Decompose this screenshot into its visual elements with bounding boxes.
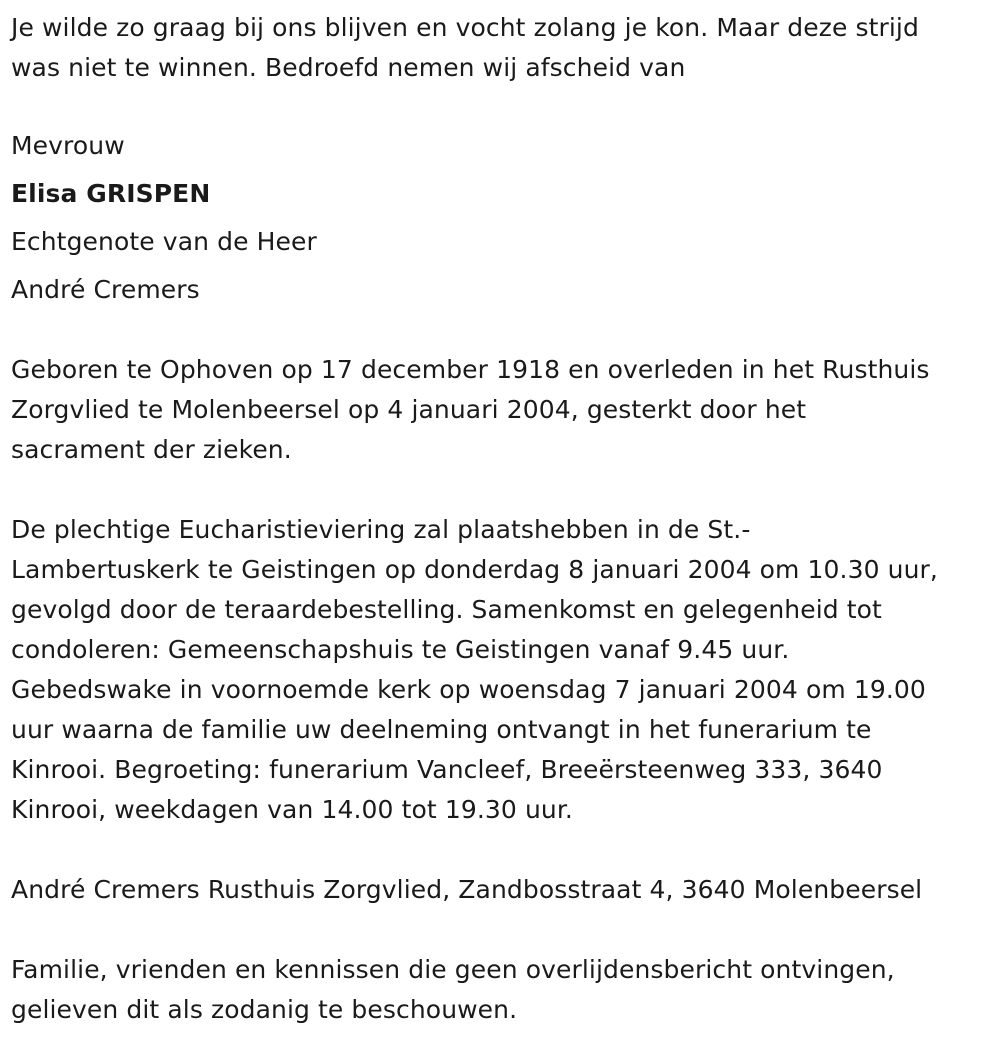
person-block (11, 122, 996, 314)
ceremony-paragraph: De plechtige Eucharistieviering zal plaatshebben in de St.- Lambertuskerk te Geistingen op donderdag 8 januari 2004 om 10.30 uur, gevolgd door de teraardebestelling. Samenkomst en gelegenheid tot condoleren: Gemeenschapshuis te Geistingen vanaf 9.45 uur. Gebedswake in voornoemde kerk op woensdag 7 januari 2004 om 19.00 uur waarna de familie uw deelneming ontvangt in het funerarium te Kinrooi. Begroeting: funerarium Vancleef, Breeërsteenweg 333, 3640 Kinrooi, weekdagen van 14.00 tot 19.30 uur. (11, 515, 938, 824)
person-name: Elisa GRISPEN (11, 179, 211, 208)
address-paragraph: André Cremers Rusthuis Zorgvlied, Zandbosstraat 4, 3640 Molenbeersel (11, 875, 923, 904)
person-title: Mevrouw (11, 131, 125, 160)
person-spouse: André Cremers (11, 275, 200, 304)
intro-paragraph: Je wilde zo graag bij ons blijven en vocht zolang je kon. Maar deze strijd was niet te winnen. Bedroefd nemen wij afscheid van (11, 13, 919, 82)
person-relation: Echtgenote van de Heer (11, 227, 317, 256)
obituary-document (11, 8, 996, 1030)
closing-paragraph: Familie, vrienden en kennissen die geen overlijdensbericht ontvingen, gelieven dit als zodanig te beschouwen. (11, 955, 895, 1024)
birth-death-paragraph: Geboren te Ophoven op 17 december 1918 en overleden in het Rusthuis Zorgvlied te Molenbeersel op 4 januari 2004, gesterkt door het sacrament der zieken. (11, 355, 930, 464)
